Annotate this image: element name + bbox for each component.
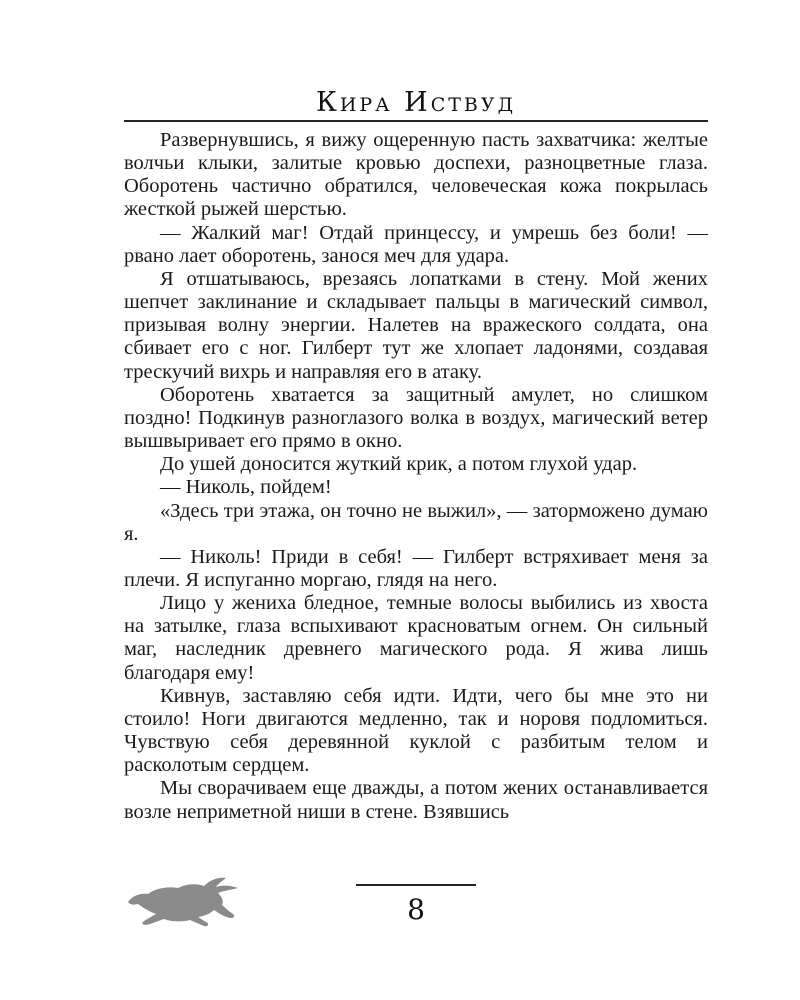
- paragraph-5: До ушей доносится жуткий крик, а потом глухой удар.: [160, 453, 638, 476]
- paragraph-11: Мы сворачиваем еще дважды, а потом жених останавливается возле неприметной ниши в стене. Взявшись: [124, 777, 708, 823]
- paragraph-4: Оборотень хватается за защитный амулет, но слишком поздно! Подкинув разноглазого волка в воздух, магический ветер вышвыривает его прямо в окно.: [124, 383, 708, 453]
- paragraph-3: Я отшатываюсь, врезаясь лопатками в стену. Мой жених шепчет заклинание и складывает пальцы в магический символ, призывая волну энергии. Налетев на вражеского солдата, она сбивает его с ног. Гилберт тут же хлопает ладонями, создавая трескучий вихрь и направляя его в атаку.: [124, 267, 708, 383]
- body-text: [124, 129, 708, 824]
- footer-rule: [356, 884, 476, 886]
- paragraph-8: — Николь! Приди в себя! — Гилберт встряхивает меня за плечи. Я испуганно моргаю, глядя на него.: [124, 545, 708, 591]
- paragraph-1: Развернувшись, я вижу ощеренную пасть захватчика: желтые волчьи клыки, залитые кровью доспехи, разноцветные глаза. Оборотень частично обратился, человеческая кожа покрылась жесткой рыжей шерстью.: [124, 129, 708, 221]
- header-rule: [124, 120, 708, 122]
- paragraph-9: Лицо у жениха бледное, темные волосы выбились из хвоста на затылке, глаза вспыхивают красноватым огнем. Он сильный маг, наследник древнего магического рода. Я жива лишь благодаря ему!: [124, 592, 708, 684]
- paragraph-2: — Жалкий маг! Отдай принцессу, и умрешь без боли! — рвано лает оборотень, занося меч для удара.: [124, 221, 708, 267]
- paragraph-7: «Здесь три этажа, он точно не выжил», — заторможено думаю я.: [124, 499, 708, 545]
- running-hare-icon: [126, 876, 242, 928]
- page-number: 8: [407, 893, 425, 926]
- running-title: Кира Иствуд: [315, 87, 517, 118]
- paragraph-10: Кивнув, заставляю себя идти. Идти, чего бы мне это ни стоило! Ноги двигаются медленно, так и норовя подломиться. Чувствую себя деревянной куклой с разбитым телом и расколотым сердцем.: [124, 684, 708, 777]
- paragraph-6: — Николь, пойдем!: [160, 476, 332, 499]
